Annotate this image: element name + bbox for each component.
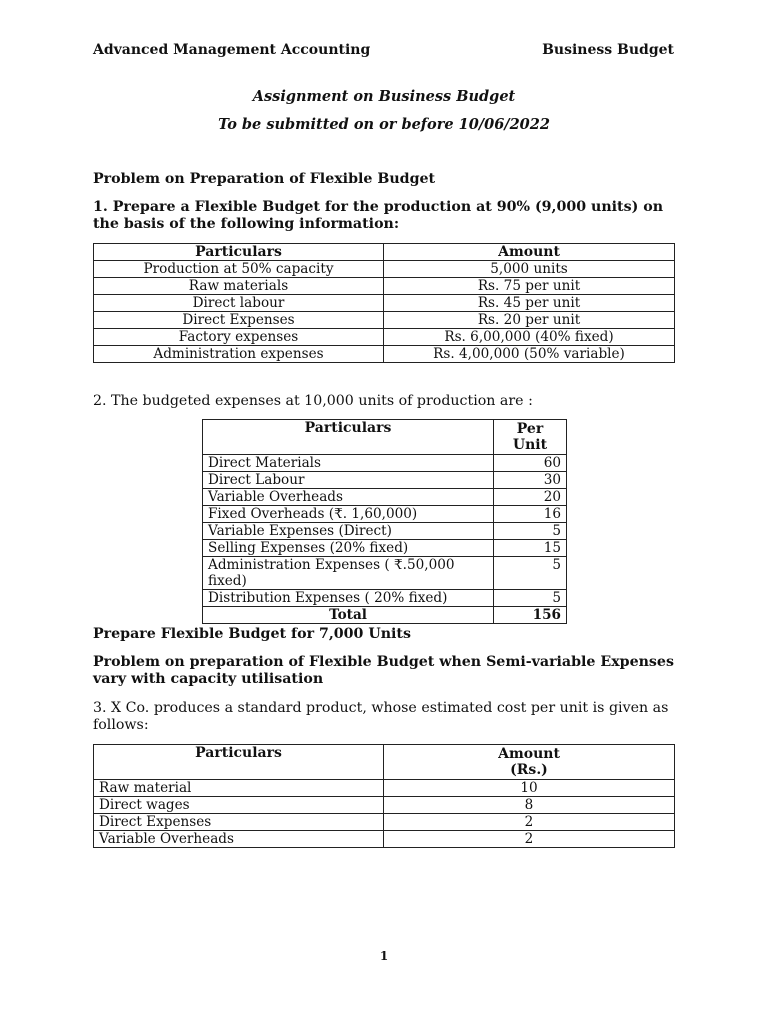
assignment-title: Assignment on Business Budget bbox=[252, 88, 516, 105]
cell: Fixed Overheads (₹. 1,60,000) bbox=[203, 506, 494, 523]
cell: 60 bbox=[494, 455, 567, 472]
col-particulars: Particulars bbox=[203, 420, 494, 455]
col-amount: Amount (Rs.) bbox=[384, 745, 675, 780]
section2-question: 2. The budgeted expenses at 10,000 units of production are : bbox=[93, 393, 533, 409]
cell: 16 bbox=[494, 506, 567, 523]
cell: Rs. 4,00,000 (50% variable) bbox=[384, 346, 675, 363]
cell: Factory expenses bbox=[94, 329, 384, 346]
table-row bbox=[94, 346, 675, 363]
table-row bbox=[203, 540, 567, 557]
table-row bbox=[94, 261, 675, 278]
table-row bbox=[203, 455, 567, 472]
col-amount: Amount bbox=[384, 244, 675, 261]
cell: Selling Expenses (20% fixed) bbox=[203, 540, 494, 557]
cell: 5 bbox=[494, 590, 567, 607]
cell: 2 bbox=[384, 814, 675, 831]
table-row bbox=[94, 295, 675, 312]
cell: Direct labour bbox=[94, 295, 384, 312]
table-row bbox=[94, 312, 675, 329]
cell: Variable Expenses (Direct) bbox=[203, 523, 494, 540]
header-left: Advanced Management Accounting bbox=[93, 42, 371, 58]
page-number: 1 bbox=[379, 949, 389, 963]
table-flexible-budget-info bbox=[93, 243, 675, 363]
cell: 15 bbox=[494, 540, 567, 557]
cell: 5,000 units bbox=[384, 261, 675, 278]
cell: Production at 50% capacity bbox=[94, 261, 384, 278]
col-particulars: Particulars bbox=[94, 244, 384, 261]
cell: Variable Overheads bbox=[203, 489, 494, 506]
section3-heading: Problem on preparation of Flexible Budget when Semi-variable Expenses vary with capacity utilisation bbox=[93, 654, 674, 687]
cell: 5 bbox=[494, 557, 567, 590]
section1-question: 1. Prepare a Flexible Budget for the production at 90% (9,000 units) on the basis of the following information: bbox=[93, 199, 664, 232]
assignment-deadline: To be submitted on or before 10/06/2022 bbox=[218, 116, 550, 133]
cell: Rs. 45 per unit bbox=[384, 295, 675, 312]
cell: Variable Overheads bbox=[94, 831, 384, 848]
table-header-row bbox=[203, 420, 567, 455]
table-row bbox=[94, 329, 675, 346]
cell: Direct Labour bbox=[203, 472, 494, 489]
table-cost-per-unit bbox=[93, 744, 675, 848]
cell: 30 bbox=[494, 472, 567, 489]
cell: Rs. 6,00,000 (40% fixed) bbox=[384, 329, 675, 346]
table-row bbox=[94, 278, 675, 295]
cell: Distribution Expenses ( 20% fixed) bbox=[203, 590, 494, 607]
cell: Rs. 20 per unit bbox=[384, 312, 675, 329]
table-row bbox=[203, 523, 567, 540]
cell: 2 bbox=[384, 831, 675, 848]
cell: Direct wages bbox=[94, 797, 384, 814]
table-row bbox=[94, 780, 675, 797]
cell: Raw material bbox=[94, 780, 384, 797]
section3-question: 3. X Co. produces a standard product, whose estimated cost per unit is given as follows: bbox=[93, 700, 669, 733]
table-row bbox=[203, 590, 567, 607]
table-row bbox=[94, 797, 675, 814]
cell: 8 bbox=[384, 797, 675, 814]
table-row bbox=[203, 472, 567, 489]
table-budgeted-expenses bbox=[202, 419, 567, 624]
cell: 20 bbox=[494, 489, 567, 506]
total-label: Total bbox=[203, 607, 494, 624]
header-right: Business Budget bbox=[542, 42, 674, 58]
cell: 10 bbox=[384, 780, 675, 797]
table-row bbox=[203, 506, 567, 523]
cell: Raw materials bbox=[94, 278, 384, 295]
section2-instruction: Prepare Flexible Budget for 7,000 Units bbox=[93, 626, 411, 642]
cell: Direct Expenses bbox=[94, 312, 384, 329]
col-particulars: Particulars bbox=[94, 745, 384, 780]
cell: Rs. 75 per unit bbox=[384, 278, 675, 295]
cell: Direct Expenses bbox=[94, 814, 384, 831]
table-row bbox=[203, 489, 567, 506]
table-total-row bbox=[203, 607, 567, 624]
section1-heading: Problem on Preparation of Flexible Budget bbox=[93, 171, 436, 187]
col-per-unit: Per Unit bbox=[494, 420, 567, 455]
cell: Direct Materials bbox=[203, 455, 494, 472]
table-row bbox=[203, 557, 567, 590]
table-header-row bbox=[94, 244, 675, 261]
table-header-row bbox=[94, 745, 675, 780]
cell: Administration Expenses ( ₹.50,000 fixed) bbox=[203, 557, 494, 590]
table-row bbox=[94, 814, 675, 831]
table-row bbox=[94, 831, 675, 848]
cell: 5 bbox=[494, 523, 567, 540]
total-value: 156 bbox=[494, 607, 567, 624]
cell: Administration expenses bbox=[94, 346, 384, 363]
